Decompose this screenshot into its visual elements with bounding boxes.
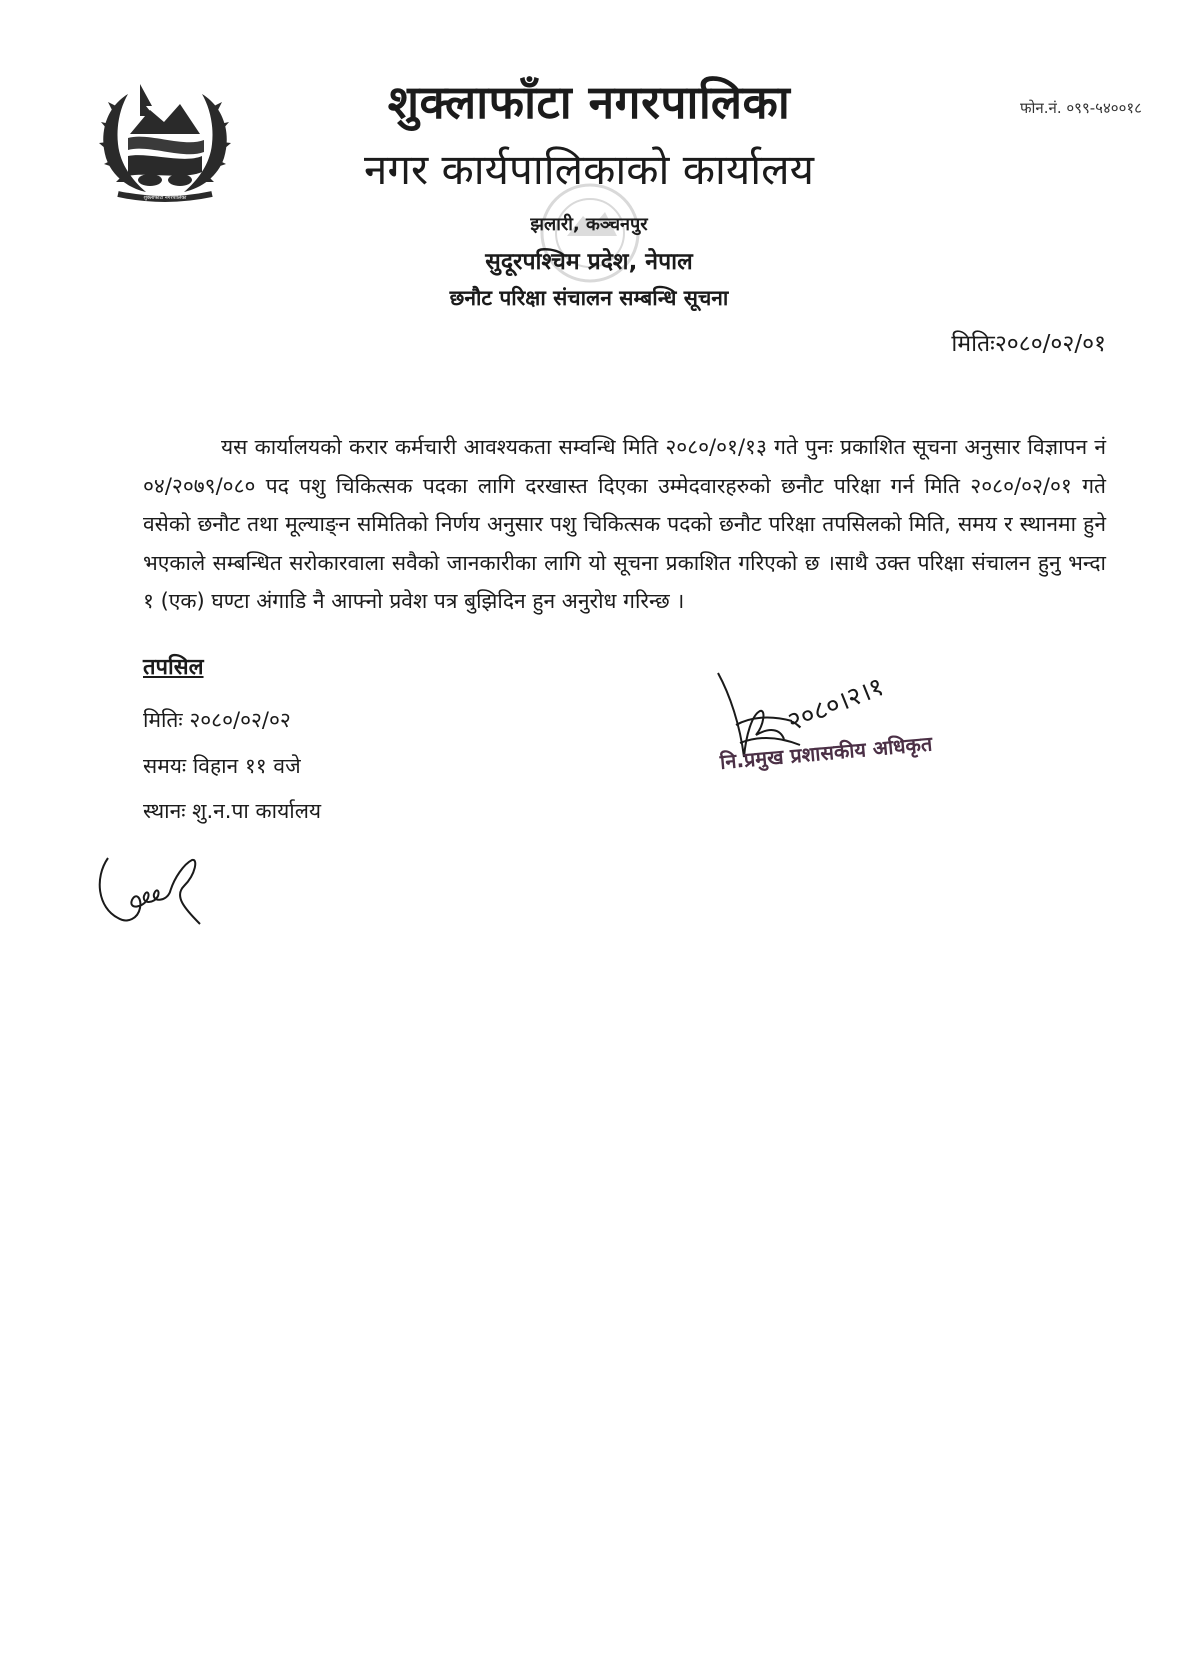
office-name: नगर कार्यपालिकाको कार्यालय bbox=[364, 145, 814, 194]
schedule-time: समयः विहान ११ वजे bbox=[143, 754, 301, 778]
notice-date: मितिः२०८०/०२/०१ bbox=[951, 331, 1106, 357]
officer-title-stamp: नि.प्रमुख प्रशासकीय अधिकृत bbox=[718, 731, 934, 774]
svg-text:शुक्लाफाँटा नगरपालिका: शुक्लाफाँटा नगरपालिका bbox=[143, 195, 187, 201]
schedule-heading: तपसिल bbox=[143, 655, 204, 680]
municipality-name: शुक्लाफाँटा नगरपालिका bbox=[387, 75, 791, 129]
left-signature-icon bbox=[88, 838, 218, 938]
schedule-date: मितिः २०८०/०२/०२ bbox=[143, 708, 291, 732]
svg-text:२०८०।२।१: २०८०।२।१ bbox=[783, 671, 889, 738]
province-line: सुदूरपश्चिम प्रदेश, नेपाल bbox=[485, 249, 693, 275]
notice-title: छनौट परिक्षा संचालन सम्बन्धि सूचना bbox=[449, 286, 729, 310]
notice-body: यस कार्यालयको करार कर्मचारी आवश्यकता सम्वन्धि मिति २०८०/०१/१३ गते पुनः प्रकाशित सूचना अनुसार विज्ञापन नं ०४/२०७९/०८० पद पशु चिकित्सक पदका लागि दरखास्त दिएका उम्मेदवारहरुको छनौट परिक्षा गर्न मिति २०८०/०२/०१ गते वसेको छनौट तथा मूल्याङ्न समितिको निर्णय अनुसार पशु चिकित्सक पदको छनौट परिक्षा तपसिलको मिति, समय र स्थानमा हुने भएकाले सम्बन्धित सरोकारवाला सवैको जानकारीका लागि यो सूचना प्रकाशित गरिएको छ ।साथै उक्त परिक्षा संचालन हुनु भन्दा १ (एक) घण्टा अंगाडि नै आफ्नो प्रवेश पत्र बुझिदिन हुन अनुरोध गरिन्छ । bbox=[143, 435, 1106, 613]
phone-number: फोन.नं. ०९९-५४००१८ bbox=[1019, 99, 1142, 117]
office-address: झलारी, कञ्चनपुर bbox=[530, 214, 648, 235]
schedule-place: स्थानः शु.न.पा कार्यालय bbox=[143, 799, 322, 823]
